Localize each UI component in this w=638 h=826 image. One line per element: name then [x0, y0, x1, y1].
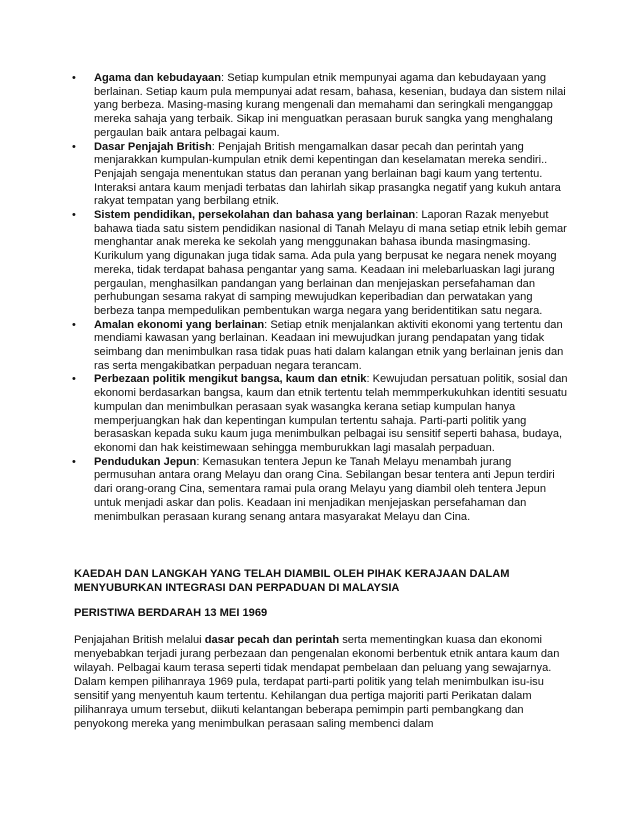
bullet-term: Sistem pendidikan, persekolahan dan bahasa yang berlainan — [94, 209, 416, 222]
bullet-dot-icon: • — [72, 318, 76, 331]
bullet-term: Agama dan kebudayaan — [94, 72, 222, 84]
bullet-item-dasar-penjajah — [72, 140, 568, 210]
bullet-dot-icon: • — [72, 373, 76, 386]
bullet-text: Kewujudan persatuan politik, sosial dan ekonomi berdasarkan bangsa, kaum dan etnik tertentu telah memmperkukuhkan identiti sesuatu kumpulan dan menimbulkan perasaan syak wasangka kerana setiap kumpulan hanya memperjuangkan hak dan kepentingan kumpulan tertentu sahaja. Parti-parti politik yang berasaskan kepada suku kaum juga menimbulkan pelbagai isu sensitif seperti bahasa, budaya, ekonomi dan hak keistimewaan sehingga memburukkan lagi masalah perpaduan. — [94, 373, 568, 454]
section-heading: KAEDAH DAN LANGKAH YANG TELAH DIAMBIL OLEH PIHAK KERAJAAN DALAM MENYUBURKAN INTEGRASI DAN PERPADUAN DI MALAYSIA — [74, 568, 510, 594]
bullet-sep: : — [221, 72, 228, 84]
para-text-start: Penjajahan British melalui — [74, 634, 205, 646]
para-bold-phrase: dasar pecah dan perintah — [204, 634, 340, 646]
bullet-dot-icon: • — [72, 455, 76, 468]
subsection-heading: PERISTIWA BERDARAH 13 MEI 1969 — [74, 607, 268, 619]
bullet-dot-icon: • — [72, 140, 76, 153]
body-paragraph — [74, 633, 564, 731]
causes-bullet-list — [72, 72, 568, 524]
bullet-item-pendudukan-jepun — [72, 455, 568, 525]
bullet-text: Kemasukan tentera Jepun ke Tanah Melayu menambah jurang permusuhan antara orang Melayu dan orang Cina. Sebilangan besar tentera anti Jepun terdiri dari orang-orang Cina, sementara ramai pula orang Melayu yang diambil oleh tentera Jepun untuk menjadi askar dan polis. Keadaan ini menjadikan menjejaskan persefahaman dan menimbulkan perasaan kurang senang antara masyarakat Melayu dan Cina. — [94, 455, 555, 523]
bullet-sep: : — [366, 373, 373, 386]
bullet-text: Setiap etnik menjalankan aktiviti ekonomi yang tertentu dan mendiami kawasan yang berlainan. Keadaan ini mewujudkan jurang pendapatan yang tidak seimbang dan menimbulkan rasa tidak puas hati dalam kalangan etnik yang berlainan jenis dan ras serta mengakibatkan perpaduan negara terancam. — [94, 318, 564, 372]
para-text-rest: serta mementingkan kuasa dan ekonomi menyebabkan terjadi jurang perbezaan dan pengenalan ekonomi berbentuk etnik antara kaum dan wilayah. Pelbagai kaum terasa seperti tidak mendapat pembelaan dan peluang yang sewajarnya. Dalam kempen pilihanraya 1969 pula, terdapat parti-parti politik yang telah menimbulkan isu-isu sensitif yang menyentuh kaum tertentu. Kehilangan dua pertiga majoriti parti Perikatan dalam pilihanraya umum tersebut, diikuti kelantangan beberapa pemimpin parti pembangkang dan penyokong mereka yang menimbulkan perasaan saling membenci dalam — [74, 634, 560, 730]
bullet-text: Penjajah British mengamalkan dasar pecah dan perintah yang menjarakkan kumpulan-kumpulan etnik demi kepentingan dan keselamatan mereka sendiri.. Penjajah sengaja menentukan status dan peranan yang berlainan bagi kaum yang tertentu. Interaksi antara kaum menjadi terbatas dan lahirlah sikap prasangka negatif yang kukuh antara rakyat tempatan yang berbilang etnik. — [94, 140, 561, 208]
bullet-sep: : — [211, 140, 218, 153]
bullet-text: Laporan Razak menyebut bahawa tiada satu sistem pendidikan nasional di Tanah Melayu di mana setiap etnik lebih gemar menghantar anak mereka ke sekolah yang menggunakan bahasa ibunda masingmasing. Kurikulum yang digunakan juga tidak sama. Ada pula yang berpusat ke negara nenek moyang mereka, tidak terdapat bahasa pengantar yang sama. Keadaan ini melebarluaskan lagi jurang pergaulan, menghasilkan pandangan yang berlainan dan menjejaskan persefahaman dan perhubungan sesama rakyat di samping mewujudkan keperibadian dan perwatakan yang berbeza tanpa mempedulikan pembentukan warga negara yang beridentitikan satu negara. — [94, 209, 567, 317]
bullet-item-amalan-ekonomi — [72, 318, 568, 374]
bullet-dot-icon: • — [72, 72, 76, 84]
bullet-sep: : — [415, 209, 422, 222]
bullet-item-agama — [72, 72, 568, 141]
bullet-text: Setiap kumpulan etnik mempunyai agama dan kebudayaan yang berlainan. Setiap kaum pula mempunyai adat resam, bahasa, kesenian, budaya dan sistem nilai yang berbeza. Masing-masing kurang mengenali dan memahami dan seringkali menganggap mereka sahaja yang terbaik. Sikap ini menguatkan perasaan buruk sangka yang menghalang pergaulan baik antara pelbagai kaum. — [94, 72, 566, 139]
bullet-item-sistem-pendidikan — [72, 209, 568, 319]
bullet-item-perbezaan-politik — [72, 373, 568, 455]
bullet-sep: : — [196, 455, 203, 468]
bullet-term: Perbezaan politik mengikut bangsa, kaum dan etnik — [94, 373, 367, 386]
bullet-term: Pendudukan Jepun — [94, 455, 197, 468]
bullet-term: Amalan ekonomi yang berlainan — [94, 318, 265, 331]
bullet-term: Dasar Penjajah British — [94, 140, 212, 153]
bullet-dot-icon: • — [72, 209, 76, 222]
bullet-sep: : — [264, 318, 271, 331]
